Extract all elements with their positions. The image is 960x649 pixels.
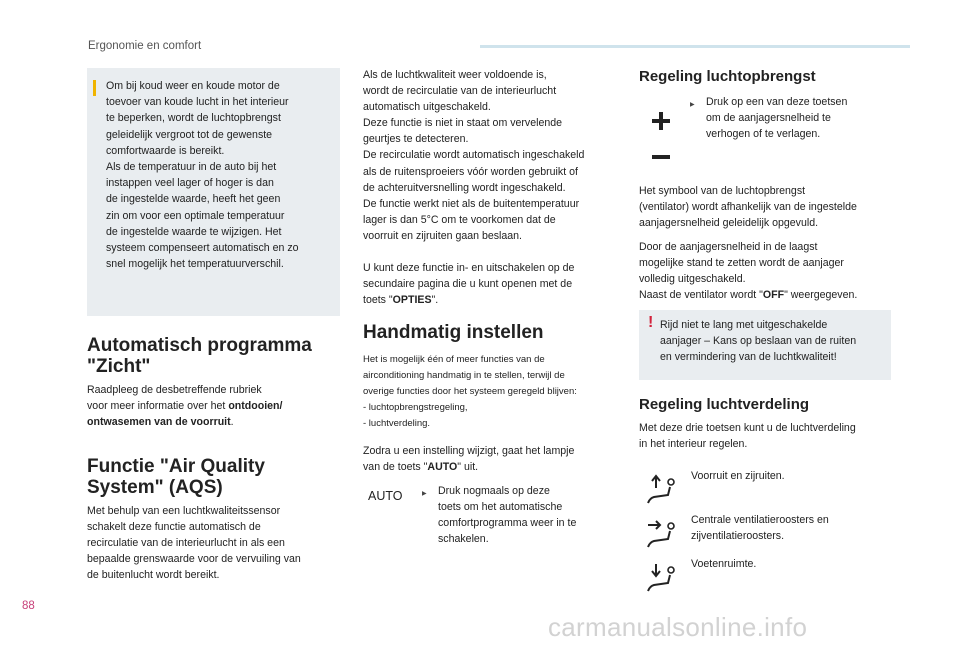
text-line: comfortprogramma weer in te bbox=[438, 517, 577, 530]
warning-text bbox=[660, 317, 888, 366]
text-line: airconditioning handmatig in te stellen, terwijl de bbox=[363, 370, 565, 382]
face-vents-label bbox=[691, 512, 891, 544]
info-line: te beperken, wordt de luchtopbrengst bbox=[106, 112, 281, 125]
text-span: voor meer informatie over het bbox=[87, 400, 229, 413]
text-line: lager is dan 5°C om te voorkomen dat de bbox=[363, 213, 556, 226]
page-number: 88 bbox=[22, 600, 35, 612]
info-line: snel mogelijk het temperatuurverschil. bbox=[106, 258, 284, 271]
text-line: Druk nogmaals op deze bbox=[438, 485, 550, 497]
info-icon bbox=[93, 80, 96, 96]
warning-icon: ! bbox=[648, 314, 654, 331]
text-line: automatisch uitgeschakeld. bbox=[363, 101, 491, 114]
options-key-label: OPTIES bbox=[392, 294, 432, 307]
text-line: geurtjes te detecteren. bbox=[363, 133, 469, 146]
aqs-heading bbox=[87, 456, 347, 498]
text-span: Naast de ventilator wordt " bbox=[639, 289, 763, 302]
heading-line: System" (AQS) bbox=[87, 477, 223, 498]
text-line: als de ruitensproeiers vóór worden gebruikt of bbox=[363, 165, 578, 178]
text-line: wordt de recirculatie van de interieurlucht bbox=[363, 85, 557, 98]
info-box bbox=[87, 68, 340, 316]
aqs-continued-text bbox=[363, 67, 623, 244]
distribution-heading: Regeling luchtverdeling bbox=[639, 396, 810, 413]
text-line: Het is mogelijk één of meer functies van de bbox=[363, 354, 545, 365]
text-line: schakelt deze functie automatisch de bbox=[87, 521, 261, 534]
text-line: in het interieur regelen. bbox=[639, 438, 748, 451]
text-line: Centrale ventilatieroosters en bbox=[691, 514, 829, 526]
text-line: Druk op een van deze toetsen bbox=[706, 96, 848, 108]
pointer-arrow-icon: ▶ bbox=[690, 102, 695, 108]
info-line: de ingestelde waarde, heeft het geen bbox=[106, 193, 281, 206]
text-line: Voetenruimte. bbox=[691, 558, 757, 570]
text-line: de buitenlucht wordt bereikt. bbox=[87, 569, 220, 582]
text-line: (ventilator) wordt afhankelijk van de ingestelde bbox=[639, 201, 857, 214]
text-line: en vermindering van de luchtkwaliteit! bbox=[660, 351, 837, 364]
options-text bbox=[363, 260, 623, 308]
fan-off-text bbox=[639, 239, 894, 303]
text-line: Zodra u een instelling wijzigt, gaat het lampje bbox=[363, 445, 575, 457]
info-line: Om bij koud weer en koude motor de bbox=[106, 80, 280, 92]
aqs-text bbox=[87, 503, 347, 583]
off-label: OFF bbox=[762, 289, 785, 302]
warning-box bbox=[639, 310, 891, 380]
info-line: zin om voor een optimale temperatuur bbox=[106, 209, 285, 222]
info-line: Als de temperatuur in de auto bij het bbox=[106, 161, 277, 174]
text-line: Door de aanjagersnelheid in de laagst bbox=[639, 241, 818, 253]
text-line: de achteruitversnelling wordt ingeschakeld. bbox=[363, 181, 566, 194]
text-span: . bbox=[230, 416, 234, 429]
manual-intro bbox=[363, 352, 633, 432]
bullet-item: - luchtverdeling. bbox=[363, 418, 431, 430]
auto-program-text bbox=[87, 382, 347, 430]
text-line: overige functies door het systeem geregeld blijven: bbox=[363, 386, 577, 398]
auto-press-instruction bbox=[422, 483, 638, 547]
text-line: Voorruit en zijruiten. bbox=[691, 470, 785, 482]
section-title: Ergonomie en comfort bbox=[88, 40, 202, 52]
header-divider bbox=[480, 45, 910, 48]
text-span: " uit. bbox=[457, 461, 479, 474]
airflow-press-instruction bbox=[690, 94, 906, 142]
text-line: Raadpleeg de desbetreffende rubriek bbox=[87, 384, 262, 396]
text-span-bold: ontwasemen van de voorruit bbox=[87, 416, 231, 429]
text-line: U kunt deze functie in- en uitschakelen op de bbox=[363, 262, 575, 274]
info-line: de ingestelde waarde te wijzigen. Het bbox=[106, 225, 282, 238]
heading-line: Functie "Air Quality bbox=[87, 456, 265, 477]
info-line: instappen veel lager of hoger is dan bbox=[106, 177, 274, 190]
text-line: bepaalde grenswaarde voor de vervuiling van bbox=[87, 553, 301, 566]
text-span-bold: ontdooien/ bbox=[228, 400, 283, 413]
text-line: verhogen of te verlagen. bbox=[706, 128, 821, 141]
fan-symbol-text bbox=[639, 183, 894, 231]
manual-heading: Handmatig instellen bbox=[363, 322, 544, 343]
manual-after-text bbox=[363, 443, 633, 475]
text-line: Met deze drie toetsen kunt u de luchtverdeling bbox=[639, 422, 856, 434]
footwell-label bbox=[691, 556, 891, 572]
text-span: van de toets " bbox=[363, 461, 428, 474]
text-line: secundaire pagina die u kunt openen met de bbox=[363, 278, 573, 291]
text-line: zijventilatieroosters. bbox=[691, 530, 785, 543]
distribution-intro bbox=[639, 420, 894, 452]
watermark: carmanualsonline.info bbox=[548, 612, 808, 642]
text-span: ". bbox=[431, 294, 439, 307]
text-line: mogelijke stand te zetten wordt de aanjager bbox=[639, 257, 844, 270]
text-line: De functie werkt niet als de buitentemperatuur bbox=[363, 197, 580, 210]
footwell-airflow-icon bbox=[644, 562, 684, 594]
info-line: toevoer van koude lucht in het interieur bbox=[106, 96, 289, 109]
text-line: Met behulp van een luchtkwaliteitssensor bbox=[87, 505, 281, 517]
auto-key-label: AUTO bbox=[427, 461, 458, 474]
auto-button-icon: AUTO bbox=[368, 489, 403, 503]
auto-program-heading bbox=[87, 335, 347, 377]
info-line: geleidelijk vergroot tot de gewenste bbox=[106, 128, 273, 141]
info-box-text bbox=[106, 78, 334, 272]
windscreen-label bbox=[691, 468, 891, 484]
minus-icon bbox=[650, 152, 672, 162]
text-span: toets " bbox=[363, 294, 393, 307]
text-line: aanjagersnelheid geleidelijk opgevuld. bbox=[639, 217, 819, 230]
info-line: comfortwaarde is bereikt. bbox=[106, 144, 225, 157]
text-line: volledig uitgeschakeld. bbox=[639, 273, 746, 286]
pointer-arrow-icon: ▶ bbox=[422, 491, 427, 497]
plus-icon bbox=[650, 110, 672, 132]
text-line: Rijd niet te lang met uitgeschakelde bbox=[660, 319, 828, 331]
text-line: recirculatie van de interieurlucht in als een bbox=[87, 537, 285, 550]
airflow-heading: Regeling luchtopbrengst bbox=[639, 68, 816, 85]
text-line: toets om het automatische bbox=[438, 501, 563, 514]
text-line: De recirculatie wordt automatisch ingeschakeld bbox=[363, 149, 585, 162]
text-line: schakelen. bbox=[438, 533, 489, 546]
text-span: " weergegeven. bbox=[784, 289, 858, 302]
text-line: voorruit en zijruiten gaan beslaan. bbox=[363, 229, 523, 242]
info-line: systeem compenseert automatisch en zo bbox=[106, 242, 299, 255]
heading-line: Automatisch programma bbox=[87, 335, 312, 356]
windscreen-airflow-icon bbox=[644, 474, 684, 506]
text-line: aanjager – Kans op beslaan van de ruiten bbox=[660, 335, 857, 348]
text-line: om de aanjagersnelheid te bbox=[706, 112, 831, 125]
text-line: Als de luchtkwaliteit weer voldoende is, bbox=[363, 69, 547, 81]
face-vents-airflow-icon bbox=[644, 518, 684, 550]
text-line: Het symbool van de luchtopbrengst bbox=[639, 185, 806, 197]
text-line: Deze functie is niet in staat om vervelende bbox=[363, 117, 563, 130]
heading-line: "Zicht" bbox=[87, 356, 151, 377]
bullet-item: - luchtopbrengstregeling, bbox=[363, 402, 468, 414]
